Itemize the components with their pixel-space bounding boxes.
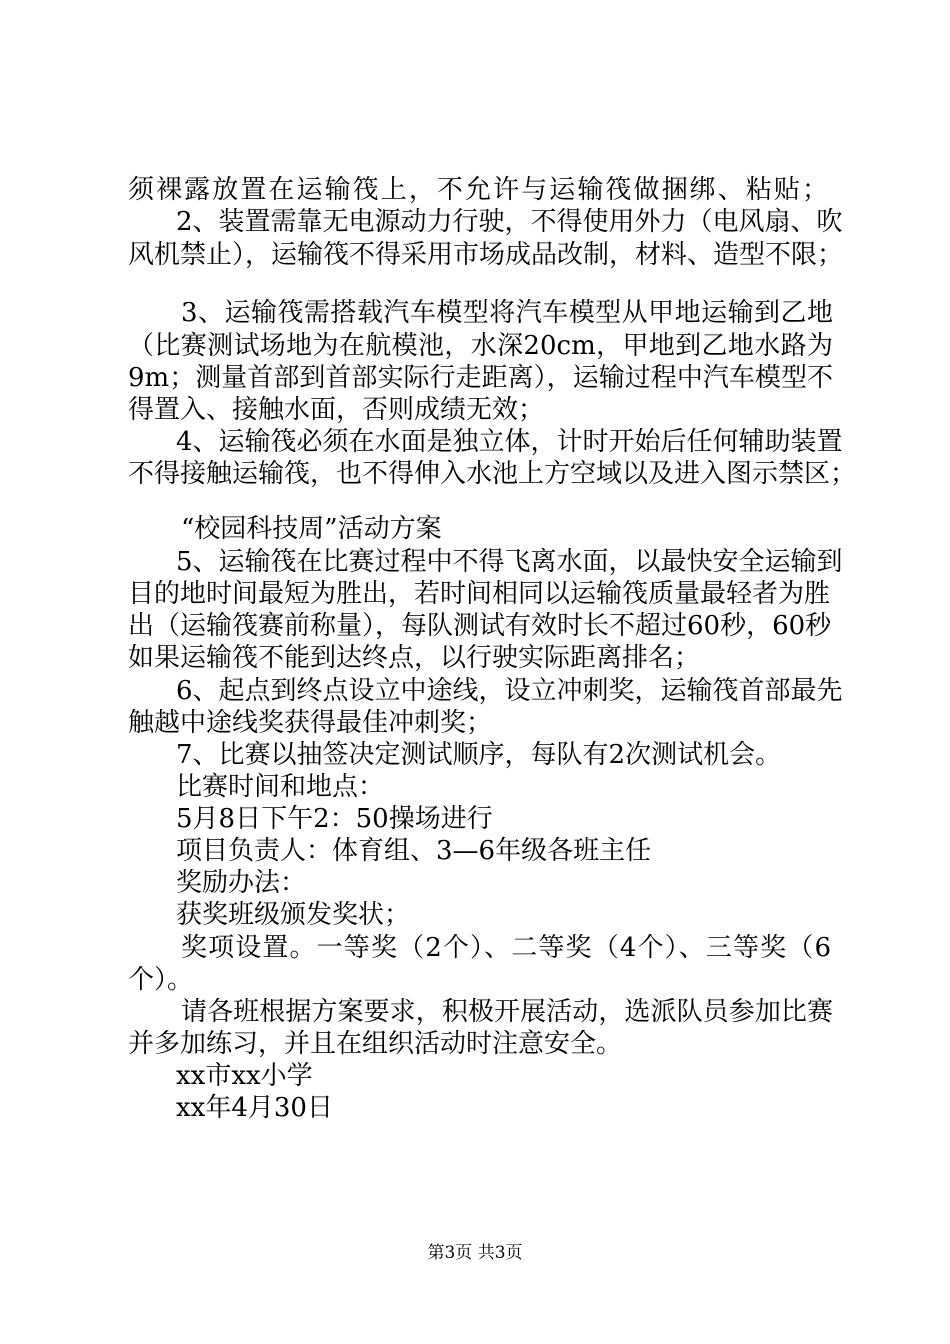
paragraph-line-22: 奖项设置。一等奖（2个）、二等奖（4个）、三等奖（6 bbox=[181, 933, 831, 963]
paragraph-line-16: 7、比赛以抽签决定测试顺序，每队有2次测试机会。 bbox=[176, 740, 782, 770]
section-heading: “校园科技周”活动方案 bbox=[181, 514, 442, 544]
paragraph-line-4: 3、运输筏需搭载汽车模型将汽车模型从甲地运输到乙地 bbox=[181, 298, 833, 328]
paragraph-line-6: 9m；测量首部到首部实际行走距离），运输过程中汽车模型不 bbox=[128, 363, 833, 393]
paragraph-line-1: 须裸露放置在运输筏上，不允许与运输筏做捆绑、粘贴； bbox=[128, 175, 828, 205]
paragraph-line-5: （比赛测试场地为在航模池，水深20cm，甲地到乙地水路为 bbox=[128, 331, 833, 361]
paragraph-line-17: 比赛时间和地点： bbox=[176, 772, 385, 802]
paragraph-line-24: 请各班根据方案要求，积极开展活动，选派队员参加比赛 bbox=[181, 997, 833, 1027]
paragraph-line-25: 并多加练习，并且在组织活动时注意安全。 bbox=[128, 1029, 623, 1059]
paragraph-line-14: 6、起点到终点设立中途线，设立冲刺奖，运输筏首部最先 bbox=[176, 676, 843, 706]
paragraph-line-23: 个）。 bbox=[128, 965, 194, 995]
paragraph-line-7: 得置入、接触水面，否则成绩无效； bbox=[128, 395, 545, 425]
paragraph-line-19: 项目负责人：体育组、3—6年级各班主任 bbox=[176, 836, 652, 866]
paragraph-line-10: 5、运输筏在比赛过程中不得飞离水面，以最快安全运输到 bbox=[176, 547, 843, 577]
paragraph-line-18: 5月8日下午2：50操场进行 bbox=[176, 804, 493, 834]
paragraph-line-12: 出（运输筏赛前称量），每队测试有效时长不超过60秒，60秒 bbox=[128, 611, 832, 641]
signature-date: xx年4月30日 bbox=[176, 1093, 333, 1123]
paragraph-line-2: 2、装置需靠无电源动力行驶，不得使用外力（电风扇、吹 bbox=[176, 207, 843, 237]
paragraph-line-9: 不得接触运输筏，也不得伸入水池上方空域以及进入图示禁区； bbox=[128, 459, 857, 489]
paragraph-line-11: 目的地时间最短为胜出，若时间相同以运输筏质量最轻者为胜 bbox=[128, 579, 831, 609]
signature-school: xx市xx小学 bbox=[176, 1061, 313, 1091]
paragraph-line-3: 风机禁止），运输筏不得采用市场成品改制，材料、造型不限； bbox=[128, 240, 844, 270]
paragraph-line-8: 4、运输筏必须在水面是独立体，计时开始后任何辅助装置 bbox=[176, 427, 843, 457]
paragraph-line-15: 触越中途线奖获得最佳冲刺奖； bbox=[128, 708, 493, 738]
page-footer: 第3页 共3页 bbox=[427, 1243, 523, 1263]
paragraph-line-21: 获奖班级颁发奖状； bbox=[176, 900, 411, 930]
paragraph-line-20: 奖励办法： bbox=[176, 868, 307, 898]
paragraph-line-13: 如果运输筏不能到达终点，以行驶实际距离排名； bbox=[128, 643, 701, 673]
